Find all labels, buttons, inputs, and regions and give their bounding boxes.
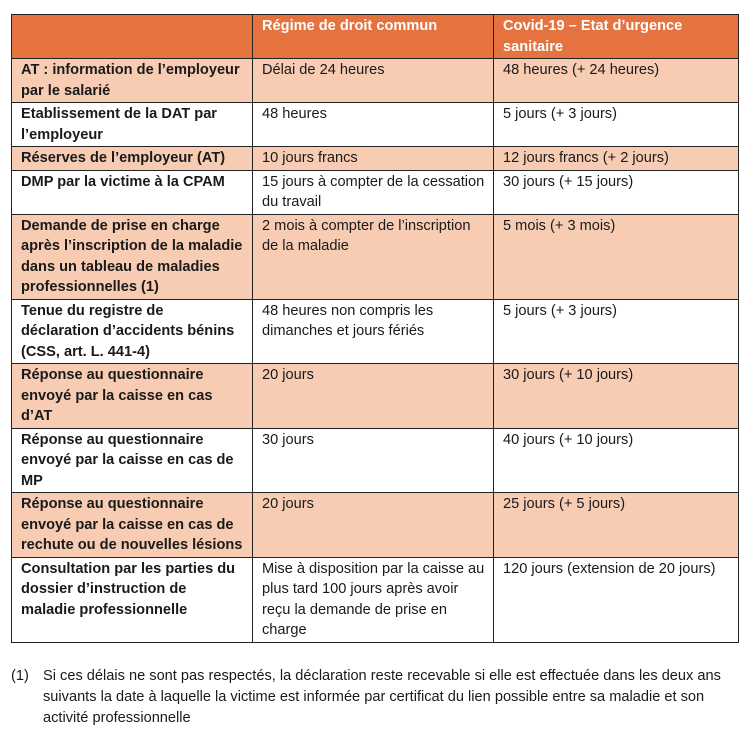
table-row [12,299,739,364]
row-label: Réserves de l’employeur (AT) [12,147,253,171]
table-row [12,557,739,642]
covid-cell: 30 jours (+ 10 jours) [494,364,739,429]
covid-cell: 48 heures (+ 24 heures) [494,59,739,103]
comparison-table-container [11,14,738,643]
common-law-cell: 48 heures non compris les dimanches et jours fériés [253,299,494,364]
covid-cell: 30 jours (+ 15 jours) [494,170,739,214]
common-law-cell: Délai de 24 heures [253,59,494,103]
row-label: Réponse au questionnaire envoyé par la caisse en cas de rechute ou de nouvelles lésions [12,493,253,558]
common-law-cell: 48 heures [253,103,494,147]
header-covid-emergency: Covid-19 – Etat d’urgence sanitaire [494,15,739,59]
table-row [12,493,739,558]
common-law-cell: Mise à disposition par la caisse au plus tard 100 jours après avoir reçu la demande de prise en charge [253,557,494,642]
common-law-cell: 10 jours francs [253,147,494,171]
covid-cell: 5 jours (+ 3 jours) [494,299,739,364]
table-row [12,103,739,147]
table-row [12,428,739,493]
row-label: Demande de prise en charge après l’inscription de la maladie dans un tableau de maladies professionnelles (1) [12,214,253,299]
covid-cell: 5 mois (+ 3 mois) [494,214,739,299]
footnote-marker: (1) [11,668,29,684]
table-row [12,364,739,429]
table-row [12,59,739,103]
footnote-text: Si ces délais ne sont pas respectés, la déclaration reste recevable si elle est effectuée dans les deux ans suivants la date à laquelle la victime est informée par certificat du lien possible entre sa maladie et son activité professionnelle [43,668,721,726]
covid-cell: 40 jours (+ 10 jours) [494,428,739,493]
table-row [12,214,739,299]
common-law-cell: 20 jours [253,364,494,429]
header-empty-cell [12,15,253,59]
covid-cell: 25 jours (+ 5 jours) [494,493,739,558]
common-law-cell: 2 mois à compter de l’inscription de la maladie [253,214,494,299]
common-law-cell: 20 jours [253,493,494,558]
row-label: Réponse au questionnaire envoyé par la caisse en cas de MP [12,428,253,493]
comparison-table [11,14,739,643]
table-row [12,147,739,171]
footnote [11,666,738,729]
covid-cell: 5 jours (+ 3 jours) [494,103,739,147]
row-label: DMP par la victime à la CPAM [12,170,253,214]
table-header-row [12,15,739,59]
header-common-law-regime: Régime de droit commun [253,15,494,59]
covid-cell: 12 jours francs (+ 2 jours) [494,147,739,171]
table-row [12,170,739,214]
covid-cell: 120 jours (extension de 20 jours) [494,557,739,642]
common-law-cell: 15 jours à compter de la cessation du travail [253,170,494,214]
row-label: Tenue du registre de déclaration d’accidents bénins (CSS, art. L. 441-4) [12,299,253,364]
row-label: Etablissement de la DAT par l’employeur [12,103,253,147]
row-label: Consultation par les parties du dossier d’instruction de maladie professionnelle [12,557,253,642]
common-law-cell: 30 jours [253,428,494,493]
row-label: Réponse au questionnaire envoyé par la caisse en cas d’AT [12,364,253,429]
row-label: AT : information de l’employeur par le salarié [12,59,253,103]
